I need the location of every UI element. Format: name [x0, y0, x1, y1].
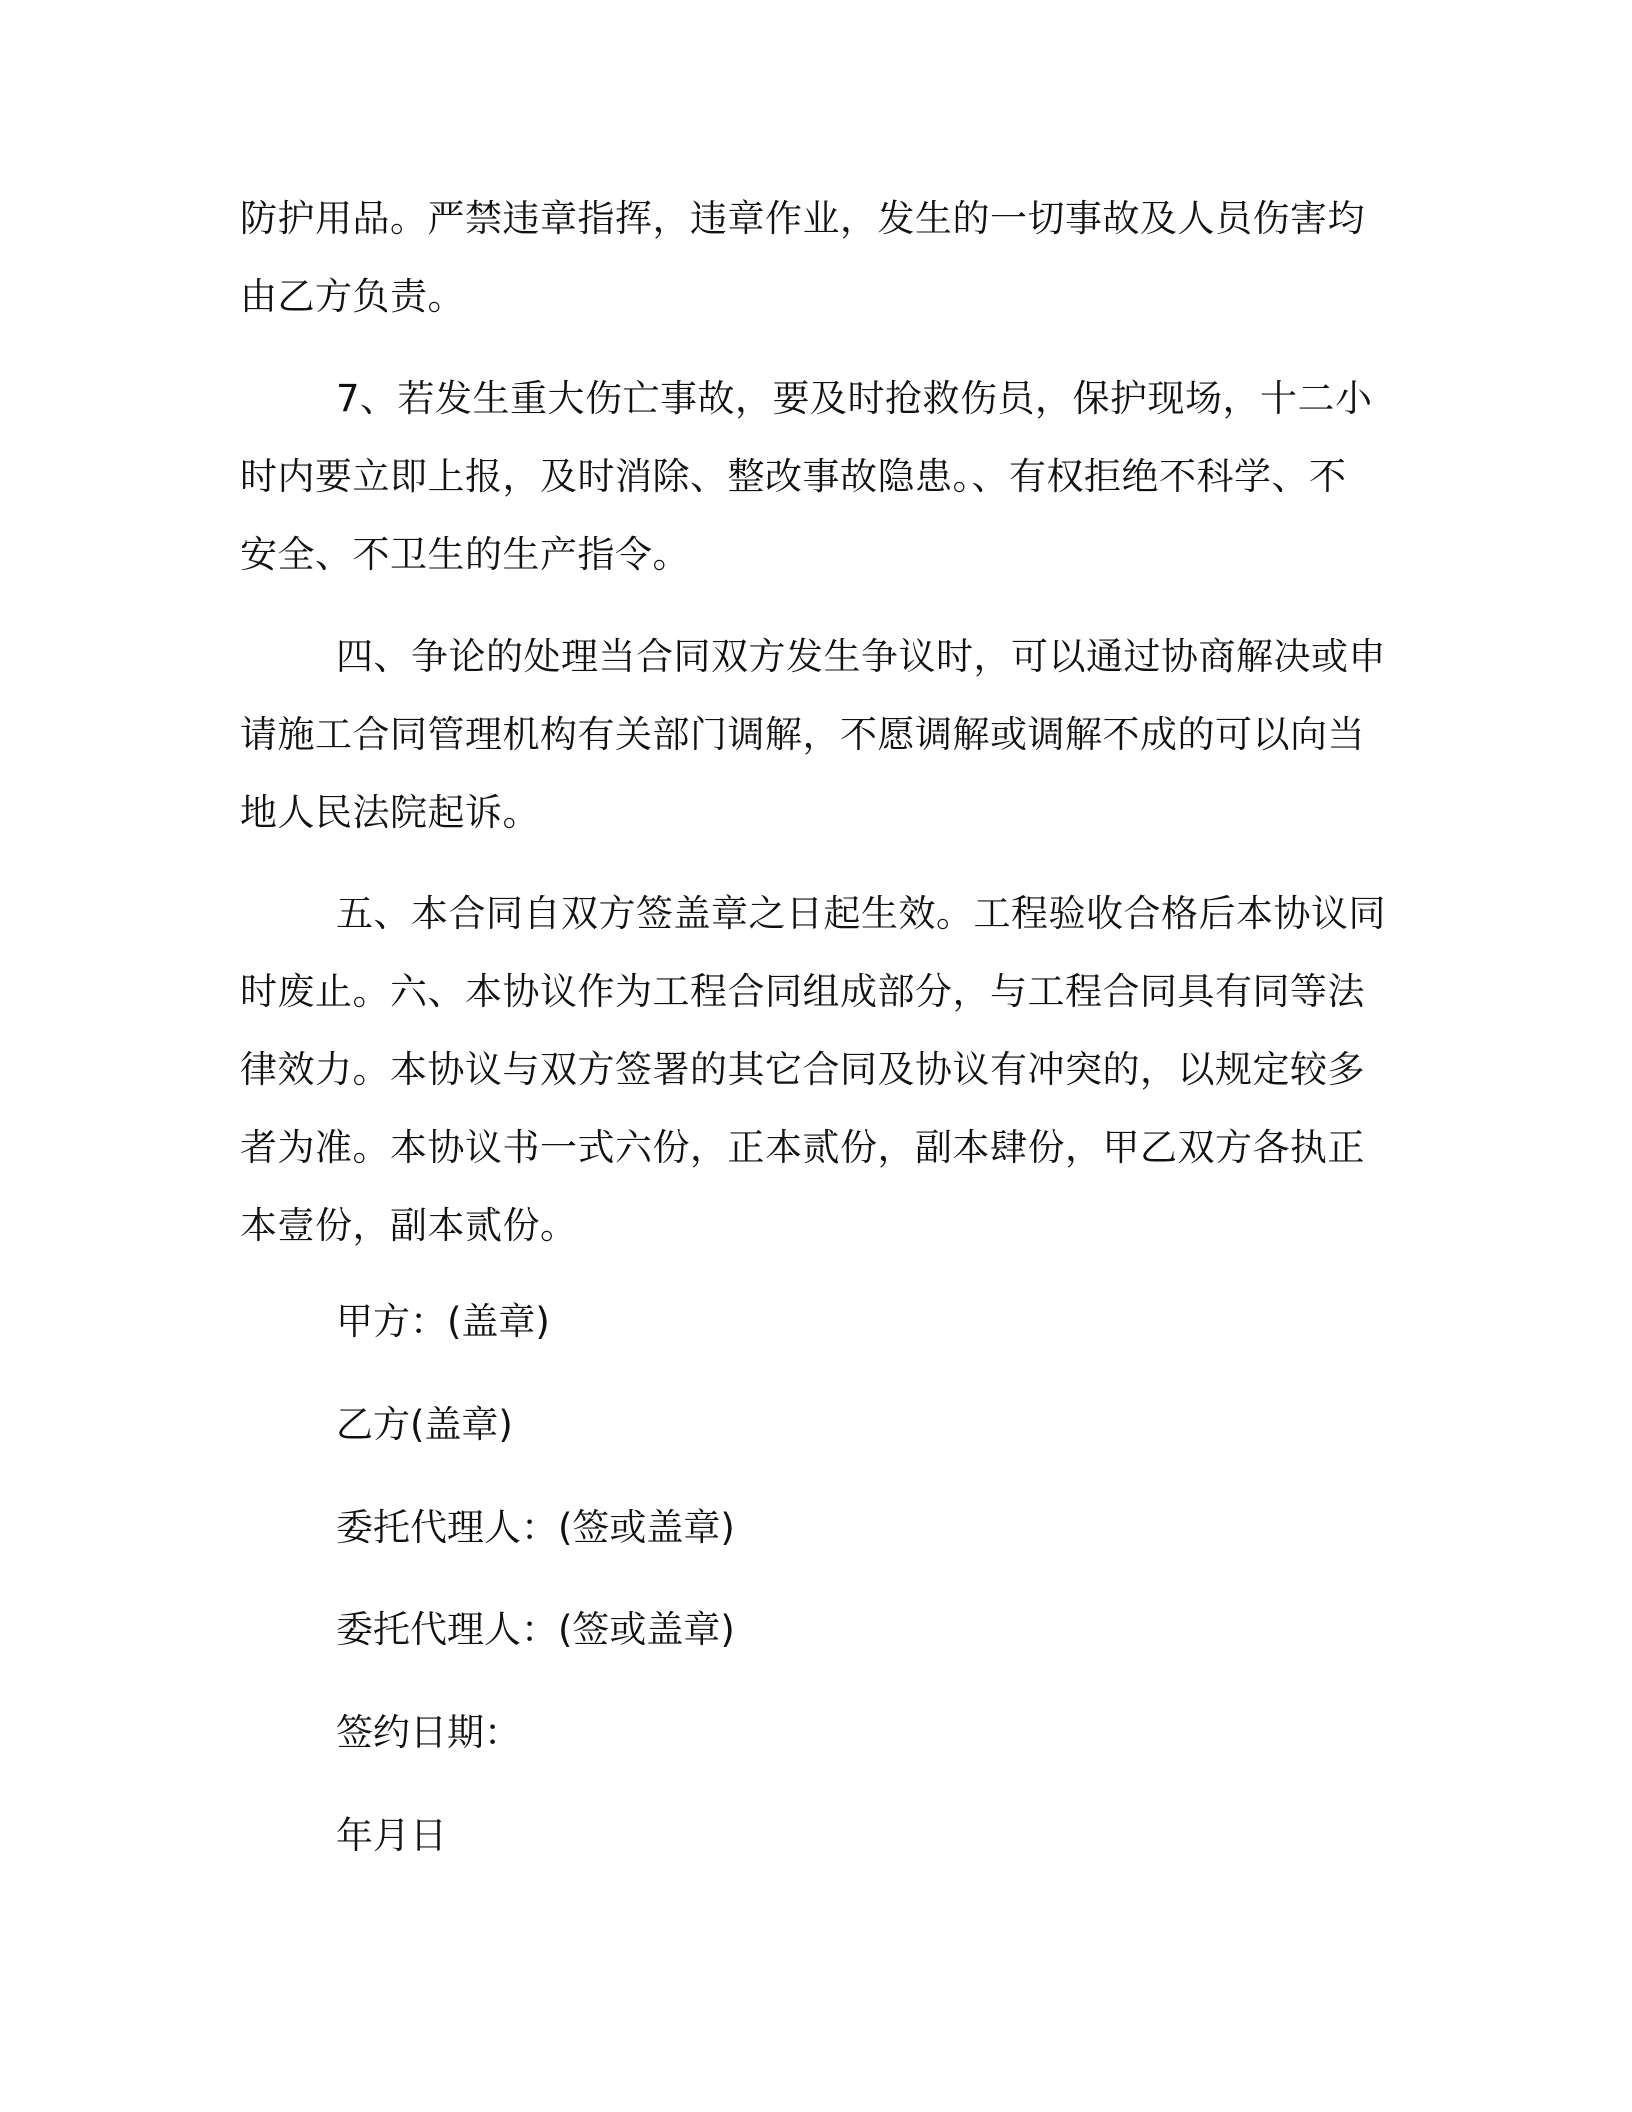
paragraph-line: 时废止。六、本协议作为工程合同组成部分，与工程合同具有同等法 [240, 970, 1365, 1013]
paragraph-line: 五、本合同自双方签盖章之日起生效。工程验收合格后本协议同 [336, 892, 1386, 935]
paragraph-line: 防护用品。严禁违章指挥，违章作业，发生的一切事故及人员伤害均 [240, 197, 1365, 240]
party-b-signature: 乙方(盖章) [336, 1403, 513, 1446]
paragraph-effectiveness [240, 875, 1386, 1265]
paragraph-line: 地人民法院起诉。 [240, 791, 540, 834]
agent-signature-2: 委托代理人：(签或盖章) [336, 1608, 735, 1651]
paragraph-line: 时内要立即上报，及时消除、整改事故隐患。、有权拒绝不科学、不 [240, 455, 1347, 498]
signing-date-label: 签约日期： [336, 1711, 521, 1754]
paragraph-line: 安全、不卫生的生产指令。 [240, 533, 690, 576]
paragraph-safety-equipment [240, 180, 1380, 336]
agent-signature-1: 委托代理人：(签或盖章) [336, 1506, 735, 1549]
party-a-signature: 甲方：(盖章) [336, 1300, 550, 1343]
paragraph-accident-reporting [240, 360, 1380, 594]
paragraph-line: 7、若发生重大伤亡事故，要及时抢救伤员，保护现场，十二小 [336, 377, 1373, 420]
paragraph-line: 请施工合同管理机构有关部门调解，不愿调解或调解不成的可以向当 [240, 713, 1365, 756]
paragraph-line: 律效力。本协议与双方签署的其它合同及协议有冲突的，以规定较多 [240, 1048, 1365, 1091]
paragraph-line: 四、争论的处理当合同双方发生争议时，可以通过协商解决或申 [336, 635, 1386, 678]
paragraph-line: 由乙方负责。 [240, 275, 465, 318]
paragraph-dispute-resolution [240, 618, 1386, 852]
year-month-day: 年月日 [336, 1814, 447, 1857]
paragraph-line: 者为准。本协议书一式六份，正本贰份，副本肆份，甲乙双方各执正 [240, 1126, 1365, 1169]
paragraph-line: 本壹份，副本贰份。 [240, 1204, 578, 1247]
